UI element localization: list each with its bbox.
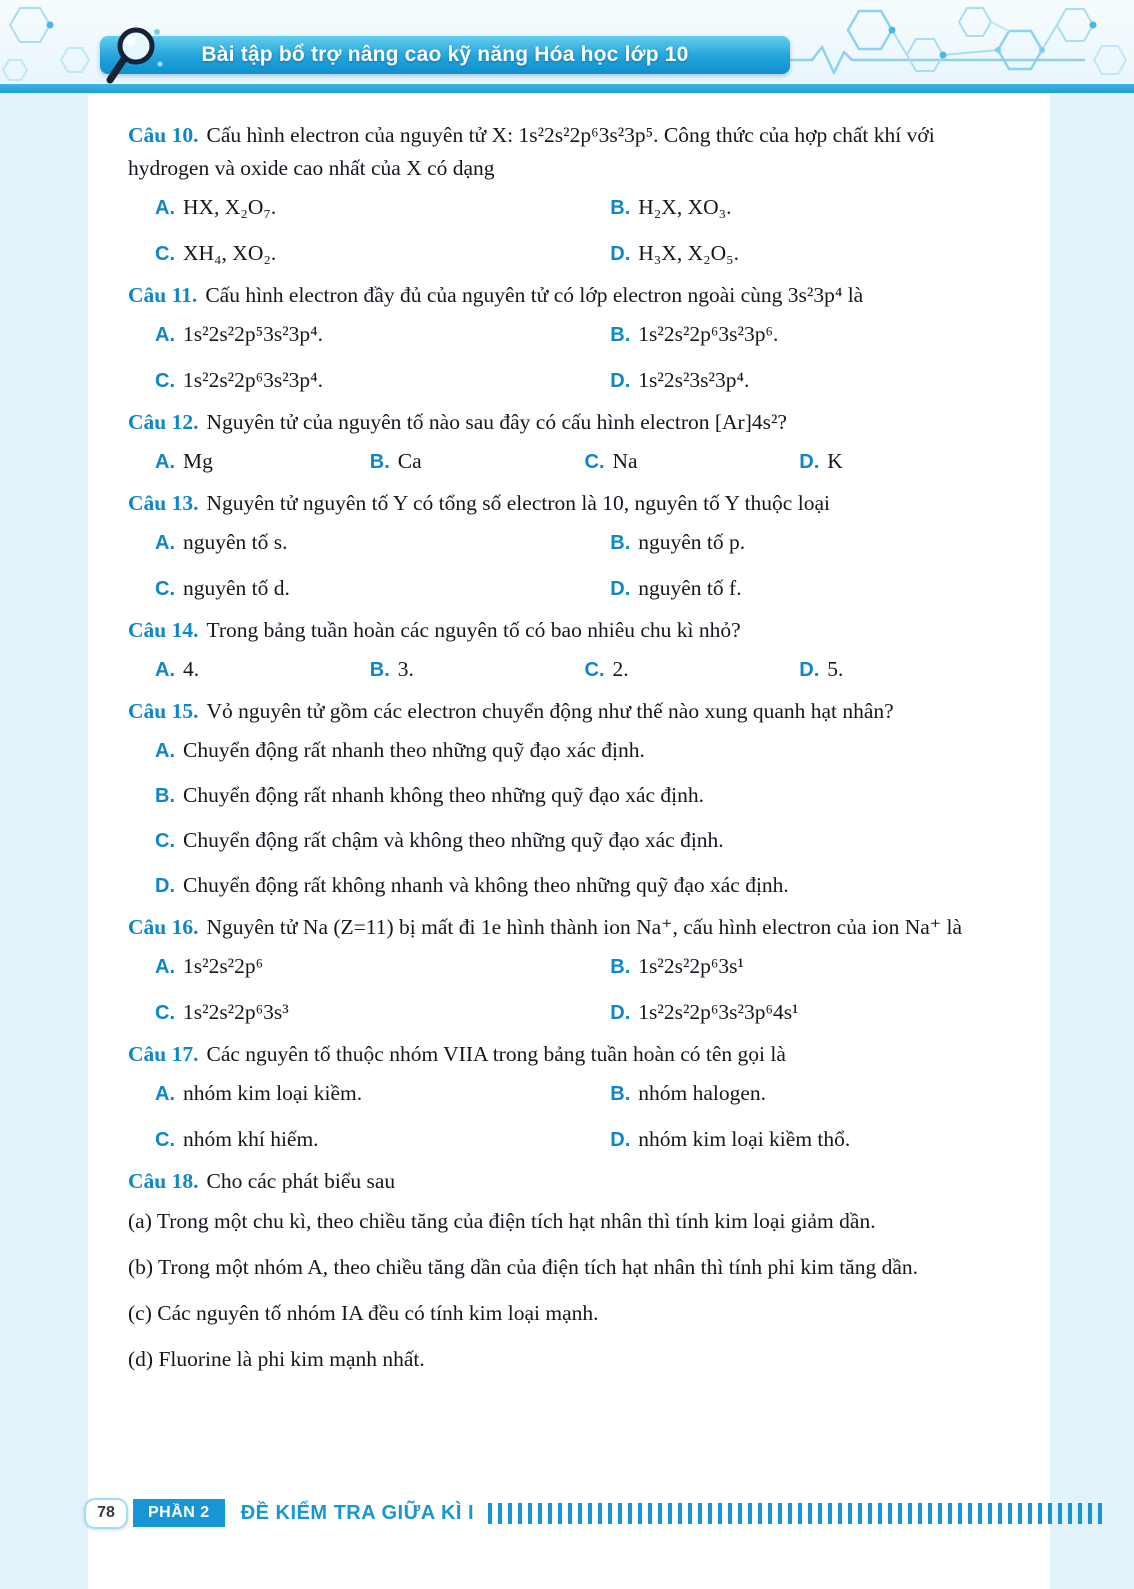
question-body-text: Nguyên tử nguyên tố Y có tổng số electron là 10, nguyên tố Y thuộc loại — [206, 491, 830, 515]
option-text: Mg — [183, 449, 213, 473]
footer-section-title: ĐỀ KIỂM TRA GIỮA KÌ I — [240, 1501, 475, 1524]
option — [585, 446, 800, 478]
option — [610, 192, 1014, 224]
question — [128, 1038, 1014, 1156]
option-text: 1s²2s²2p⁶3s¹ — [638, 954, 744, 978]
option — [610, 365, 1014, 397]
option — [610, 238, 1014, 270]
option-text: XH₄, XO₂. — [183, 241, 277, 265]
option-label: A. — [155, 532, 175, 554]
question — [128, 614, 1014, 686]
header-divider — [0, 84, 1134, 93]
question — [128, 487, 1014, 605]
statement: (d) Fluorine là phi kim mạnh nhất. — [128, 1347, 425, 1371]
option-label: C. — [584, 659, 605, 681]
magnifier-icon — [102, 20, 168, 88]
options-grid — [128, 1078, 1014, 1156]
option-text: Ca — [397, 449, 422, 473]
option-text: nguyên tố f. — [638, 576, 742, 600]
question-text — [128, 406, 1014, 439]
option-text: 5. — [827, 657, 844, 681]
option — [155, 1124, 610, 1156]
option-label: A. — [155, 740, 175, 762]
option-text: nhóm halogen. — [638, 1081, 767, 1105]
option-text: 1s²2s²2p⁶3s³ — [183, 1000, 289, 1024]
option-text: nguyên tố d. — [183, 576, 290, 600]
option — [155, 527, 610, 559]
question-text — [128, 695, 1014, 728]
option — [799, 446, 1014, 478]
option — [155, 573, 610, 605]
option — [610, 573, 1014, 605]
question-number: Câu 13. — [128, 491, 199, 515]
question-number: Câu 12. — [128, 410, 199, 434]
option-text: HX, X₂O₇. — [183, 195, 277, 219]
option-text: Chuyển động rất nhanh theo những quỹ đạo xác định. — [183, 738, 645, 762]
option-text: 1s²2s²3s²3p⁴. — [638, 368, 750, 392]
option — [610, 1124, 1014, 1156]
option-text: H₂X, XO₃. — [638, 195, 732, 219]
option — [155, 192, 610, 224]
option-label: D. — [610, 370, 631, 392]
option-text: nhóm kim loại kiềm thổ. — [638, 1127, 851, 1151]
option — [155, 446, 370, 478]
option-text: 2. — [612, 657, 629, 681]
option-label: A. — [155, 1083, 175, 1105]
option-label: C. — [155, 370, 175, 392]
option — [155, 870, 1014, 902]
option-text: nhóm khí hiếm. — [183, 1127, 319, 1151]
option — [155, 735, 1014, 767]
option-label: C. — [584, 451, 605, 473]
option — [155, 825, 1014, 857]
question-body-text: Cấu hình electron của nguyên tử X: 1s²2s²2p⁶3s²3p⁵. Công thức của hợp chất khí với hydrogen và oxide cao nhất của X có dạng — [128, 123, 935, 180]
option-text: 3. — [397, 657, 414, 681]
option-text: 1s²2s²2p⁶3s²3p⁶4s¹ — [638, 1000, 799, 1024]
option — [610, 319, 1014, 351]
option — [155, 1078, 610, 1110]
option-label: D. — [610, 243, 631, 265]
question-text — [128, 119, 1014, 185]
option-text: Na — [612, 449, 638, 473]
question-body-text: Vỏ nguyên tử gồm các electron chuyển động như thế nào xung quanh hạt nhân? — [206, 699, 894, 723]
statement: (c) Các nguyên tố nhóm IA đều có tính kim loại mạnh. — [128, 1301, 599, 1325]
options-grid — [128, 446, 1014, 478]
question-text — [128, 1165, 1014, 1198]
options-grid — [128, 951, 1014, 1029]
question-number: Câu 16. — [128, 915, 199, 939]
option-label: A. — [155, 197, 175, 219]
question — [128, 279, 1014, 397]
option-text: 1s²2s²2p⁶ — [183, 954, 264, 978]
question-number: Câu 18. — [128, 1169, 199, 1193]
option-label: B. — [155, 785, 175, 807]
options-grid — [128, 654, 1014, 686]
question — [128, 406, 1014, 478]
right-margin-strip — [1050, 93, 1134, 1589]
option — [610, 527, 1014, 559]
option-label: B. — [610, 532, 631, 554]
option — [155, 654, 370, 686]
question-number: Câu 11. — [128, 283, 198, 307]
option — [155, 238, 610, 270]
option-text: nhóm kim loại kiềm. — [183, 1081, 363, 1105]
option-label: C. — [155, 1002, 175, 1024]
option — [370, 654, 585, 686]
option-text: K — [827, 449, 843, 473]
part-badge: PHẦN 2 — [133, 1499, 225, 1527]
question-text — [128, 614, 1014, 647]
question-text — [128, 1038, 1014, 1071]
page-content — [88, 93, 1050, 1529]
option — [155, 319, 610, 351]
option — [610, 951, 1014, 983]
option — [799, 654, 1014, 686]
option-label: C. — [155, 578, 175, 600]
question — [128, 911, 1014, 1029]
option-text: Chuyển động rất nhanh không theo những quỹ đạo xác định. — [183, 783, 704, 807]
question-body-text: Nguyên tử của nguyên tố nào sau đây có cấu hình electron [Ar]4s²? — [206, 410, 787, 434]
option-label: D. — [610, 1129, 631, 1151]
option-label: B. — [610, 324, 631, 346]
option-label: D. — [799, 659, 820, 681]
option-label: C. — [155, 830, 175, 852]
option-label: A. — [155, 324, 175, 346]
question — [128, 1165, 1014, 1376]
question-text — [128, 487, 1014, 520]
option-label: A. — [155, 659, 175, 681]
question-number: Câu 17. — [128, 1042, 199, 1066]
option-text: Chuyển động rất chậm và không theo những quỹ đạo xác định. — [183, 828, 724, 852]
option-text: 4. — [183, 657, 200, 681]
options-grid — [128, 319, 1014, 397]
option-text: nguyên tố s. — [183, 530, 288, 554]
option-text: Chuyển động rất không nhanh và không theo những quỹ đạo xác định. — [183, 873, 789, 897]
option-label: B. — [610, 197, 631, 219]
option-label: D. — [610, 1002, 631, 1024]
option — [610, 997, 1014, 1029]
option — [585, 654, 800, 686]
book-title-banner — [100, 36, 790, 74]
option — [155, 365, 610, 397]
question-number: Câu 15. — [128, 699, 199, 723]
option-label: A. — [155, 956, 175, 978]
page-number-badge: 78 — [84, 1498, 128, 1529]
question-body-text: Cho các phát biểu sau — [206, 1169, 396, 1193]
statement: (b) Trong một nhóm A, theo chiều tăng dần của điện tích hạt nhân thì tính phi kim tăng dần. — [128, 1255, 919, 1279]
option-label: C. — [155, 1129, 175, 1151]
question-body-text: Trong bảng tuần hoàn các nguyên tố có bao nhiêu chu kì nhỏ? — [206, 618, 741, 642]
question-number: Câu 14. — [128, 618, 199, 642]
question-body-text: Cấu hình electron đầy đủ của nguyên tử có lớp electron ngoài cùng 3s²3p⁴ là — [205, 283, 864, 307]
option-text: 1s²2s²2p⁶3s²3p⁴. — [183, 368, 324, 392]
footer-bars-decoration — [488, 1503, 1108, 1524]
question-body-text: Các nguyên tố thuộc nhóm VIIA trong bảng tuần hoàn có tên gọi là — [206, 1042, 786, 1066]
option-text: 1s²2s²2p⁶3s²3p⁶. — [638, 322, 779, 346]
page-footer — [84, 1496, 1108, 1530]
question-body-text: Nguyên tử Na (Z=11) bị mất đi 1e hình thành ion Na⁺, cấu hình electron của ion Na⁺ là — [206, 915, 963, 939]
option-text: 1s²2s²2p⁵3s²3p⁴. — [183, 322, 324, 346]
option-text: nguyên tố p. — [638, 530, 746, 554]
option-text: H₃X, X₂O₅. — [638, 241, 739, 265]
statement: (a) Trong một chu kì, theo chiều tăng của điện tích hạt nhân thì tính kim loại giảm dần. — [128, 1209, 876, 1233]
option — [610, 1078, 1014, 1110]
question-number: Câu 10. — [128, 123, 199, 147]
option-label: B. — [369, 659, 390, 681]
option — [155, 780, 1014, 812]
questions-list — [128, 119, 1014, 1376]
options-grid — [128, 527, 1014, 605]
option-label: B. — [610, 956, 631, 978]
options-grid — [128, 735, 1014, 902]
question-text — [128, 911, 1014, 944]
option-label: D. — [799, 451, 820, 473]
question-text — [128, 279, 1014, 312]
option-label: B. — [610, 1083, 631, 1105]
option — [155, 951, 610, 983]
option-label: D. — [155, 875, 175, 897]
option-label: A. — [155, 451, 175, 473]
book-title: Bài tập bổ trợ nâng cao kỹ năng Hóa học lớp 10 — [201, 43, 689, 66]
option — [155, 997, 610, 1029]
options-grid — [128, 192, 1014, 270]
question — [128, 695, 1014, 902]
option-label: D. — [610, 578, 631, 600]
option-label: C. — [155, 243, 175, 265]
option-label: B. — [369, 451, 390, 473]
question — [128, 119, 1014, 270]
option — [370, 446, 585, 478]
left-margin-strip — [0, 93, 88, 1589]
